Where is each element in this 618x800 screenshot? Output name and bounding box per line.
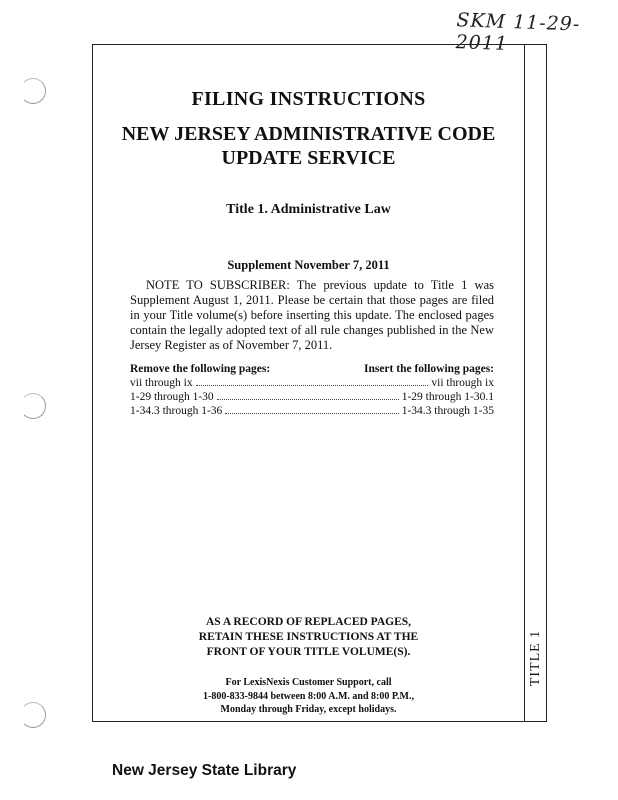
footer-library-name: New Jersey State Library <box>112 762 297 779</box>
pages-table <box>130 363 494 418</box>
leader-dots <box>196 376 429 386</box>
title-subject: Title 1. Administrative Law <box>226 202 391 217</box>
pages-row <box>130 404 494 418</box>
pages-table-header <box>130 363 494 376</box>
remove-pages-cell: vii through ix <box>130 377 193 389</box>
insert-pages-cell: vii through ix <box>431 377 494 389</box>
record-notice <box>92 615 525 660</box>
title-tab-strip <box>525 44 547 722</box>
punch-hole-bottom <box>20 702 46 728</box>
support-phone-line: 1-800-833-9844 between 8:00 A.M. and 8:00 P.M., <box>202 690 414 702</box>
leader-dots <box>217 390 399 400</box>
remove-pages-header: Remove the following pages: <box>130 363 271 375</box>
handwritten-note: SKM 11-29-2011 <box>455 9 581 55</box>
code-title-line-2: UPDATE SERVICE <box>221 147 396 169</box>
record-notice-line: FRONT OF YOUR TITLE VOLUME(S). <box>206 646 411 658</box>
customer-support-info <box>92 676 525 717</box>
insert-pages-cell: 1-29 through 1-30.1 <box>401 391 494 403</box>
punch-hole-top <box>20 78 46 104</box>
subscriber-note: NOTE TO SUBSCRIBER: The previous update to Title 1 was Supplement August 1, 2011. Please be certain that those pages are filed in your Title volume(s) before inserting this update. The enclosed pages contain the legally adopted text of all rule changes published in the New Jersey Register as of November 7, 2011. <box>130 278 494 352</box>
record-notice-line: AS A RECORD OF REPLACED PAGES, <box>205 616 412 628</box>
remove-pages-cell: 1-34.3 through 1-36 <box>130 405 223 417</box>
record-notice-line: RETAIN THESE INSTRUCTIONS AT THE <box>198 631 419 643</box>
support-line: For LexisNexis Customer Support, call <box>225 677 392 688</box>
insert-pages-cell: 1-34.3 through 1-35 <box>401 405 494 417</box>
punch-hole-middle <box>20 393 46 419</box>
support-hours-line: Monday through Friday, except holidays. <box>220 704 397 715</box>
pages-row <box>130 376 494 390</box>
leader-dots <box>225 404 398 414</box>
remove-pages-cell: 1-29 through 1-30 <box>130 391 214 403</box>
code-title <box>92 122 525 170</box>
title-tab-label <box>526 628 546 688</box>
page-title: FILING INSTRUCTIONS <box>191 88 426 110</box>
title-tab-text: TITLE 1 <box>528 629 543 687</box>
code-title-line-1: NEW JERSEY ADMINISTRATIVE CODE <box>121 123 496 145</box>
pages-row <box>130 390 494 404</box>
insert-pages-header: Insert the following pages: <box>363 363 494 375</box>
supplement-date: Supplement November 7, 2011 <box>227 258 390 272</box>
